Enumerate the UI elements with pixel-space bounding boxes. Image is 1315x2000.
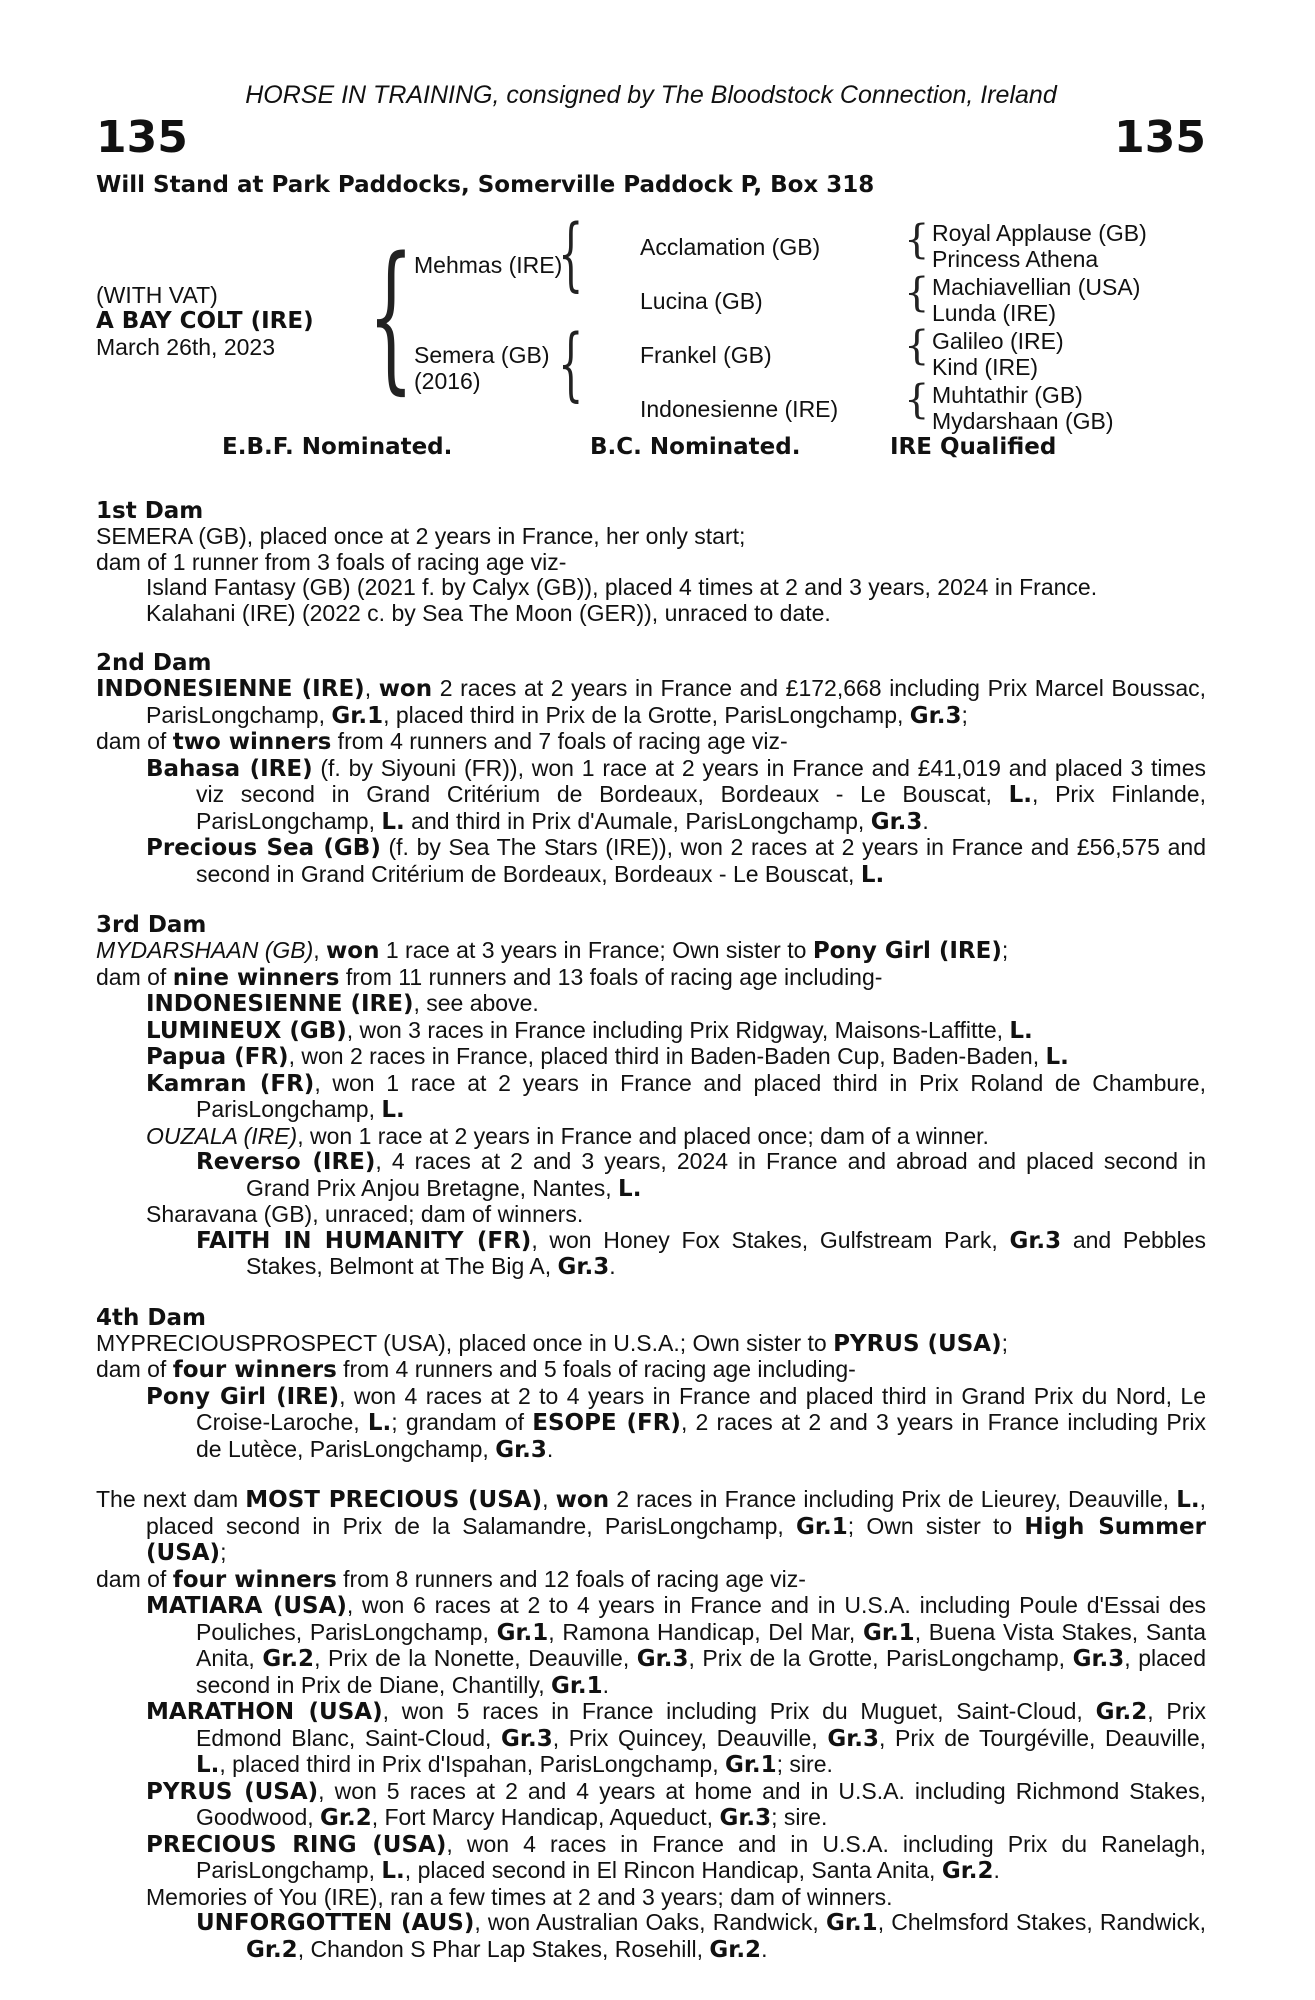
grade: Gr.1 [550,1672,603,1699]
winners-count: two winners [172,729,332,755]
horse-name: High Summer (USA) [146,1513,1207,1566]
text: , 2 races at 2 and 3 years in France including Prix de Lutèce, ParisLongchamp, [196,1409,1206,1462]
dam-entry: The next dam MOST PRECIOUS (USA), won 2 races in France including Prix de Lieurey, Deauville, L., placed second in Prix de la Salamandre, ParisLongchamp, Gr.1; Own sister to High Summer (USA); [96,1486,1207,1566]
progeny-entry [96,1044,1206,1071]
grade: Gr.3 [495,1436,547,1463]
progeny-entry [96,835,1206,888]
text: , won 6 races at 2 to 4 years in France and in U.S.A. including Poule d'Essai des Pouliches, ParisLongchamp, [196,1592,1206,1645]
text: . [922,807,929,834]
grade: Gr.3 [870,808,923,835]
grade: L. [1176,1487,1200,1513]
page-header: HORSE IN TRAINING, consigned by The Bloodstock Connection, Ireland [245,81,1057,109]
grade: L. [618,1175,642,1202]
progeny-entry [96,1699,1206,1779]
won-label: won [326,938,380,964]
text: ; [1001,1329,1009,1356]
text-line: dam of 1 runner from 3 foals of racing age viz- [96,548,567,575]
horse-name: Pony Girl (IRE) [146,1383,340,1410]
grade: Gr.3 [557,1254,610,1280]
grade: L. [1008,782,1032,808]
horse-name: Pony Girl (IRE) [812,938,1002,964]
dam-of-line [96,1567,1206,1594]
sire-dam: Lucina (GB) [640,288,763,314]
horse-name: Precious Sea (GB) [146,835,381,861]
stand-location: Will Stand at Park Paddocks, Somerville Paddock P, Box 318 [96,172,875,198]
ped-gen3: Machiavellian (USA) [932,274,1141,300]
second-dam-section [96,650,1206,888]
pedigree-table [96,200,1206,434]
horse-name: MATIARA (USA) [146,1593,347,1619]
section-heading: 3rd Dam [96,912,207,938]
grade: Gr.3 [909,702,962,729]
text: , won 5 races at 2 and 4 years at home and in U.S.A. including Richmond Stakes, Goodwood, [196,1777,1206,1830]
text: , Prix Quincey, Deauville, [552,1724,828,1751]
text: , won Australian Oaks, Randwick, [474,1909,826,1935]
progeny-entry [96,1779,1206,1832]
lot-number-right: 135 [1114,112,1206,163]
text: from 4 runners and 7 foals of racing age viz- [331,728,788,754]
text: , placed second in Prix de Diane, Chantilly, [196,1645,1206,1698]
horse-name: MYDARSHAAN (GB) [96,937,314,963]
horse-name: PRECIOUS RING (USA) [146,1831,447,1858]
horse-name: Kamran (FR) [146,1070,315,1097]
horse-name: A BAY COLT (IRE) [96,308,314,334]
text: dam of [96,963,173,990]
grade: Gr.1 [796,1513,848,1540]
sire: Mehmas (IRE) [414,252,563,278]
vat-label: (WITH VAT) [96,282,218,308]
text: ; [220,1539,227,1565]
ped-gen3: Lunda (IRE) [932,300,1057,326]
horse-name: UNFORGOTTEN (AUS) [196,1910,475,1936]
text: , Ramona Handicap, Del Mar, [548,1618,863,1645]
grade: L. [1009,1017,1033,1044]
brace-icon: { [904,323,930,369]
grade: L. [367,1410,392,1436]
progeny-entry [96,1071,1206,1124]
grade: Gr.2 [709,1936,762,1963]
ped-gen3: Galileo (IRE) [932,328,1064,354]
section-heading: 4th Dam [96,1304,206,1331]
ped-gen3: Muhtathir (GB) [932,382,1083,408]
text: , Prix de la Nonette, Deauville, [314,1645,637,1671]
grade: Gr.1 [826,1910,878,1936]
text: , placed third in Prix de la Grotte, ParisLongchamp, [383,701,910,728]
text: . [609,1253,616,1279]
bc-nominated: B.C. Nominated. [590,434,801,460]
text: , see above. [413,990,539,1016]
text: dam of [96,1356,173,1382]
progeny-entry: Sharavana (GB), unraced; dam of winners. [146,1201,584,1227]
grade: L. [381,808,405,835]
progeny-entry [96,1018,1206,1045]
progeny-entry [96,1149,1206,1202]
text: , placed second in Prix de la Salamandre, ParisLongchamp, [146,1486,1206,1539]
grade: Gr.1 [724,1752,777,1778]
horse-name: INDONESIENNE (IRE) [146,991,414,1017]
text: , Fort Marcy Handicap, Aqueduct, [371,1804,720,1830]
ped-gen3: Royal Applause (GB) [932,220,1147,246]
text: (f. by Siyouni (FR)), won 1 race at 2 years in France and £41,019 and placed 3 times viz second in Grand Critérium de Bordeaux, Bordeaux - Le Bouscat, [196,754,1206,807]
progeny-entry [96,991,1206,1018]
progeny-entry [96,1384,1206,1464]
grade: Gr.2 [941,1858,994,1884]
text: (f. by Sea The Stars (IRE)), won 2 races at 2 years in France and £56,575 and second in Grand Critérium de Bordeaux, Bordeaux - Le Bouscat, [196,834,1206,887]
progeny-entry [96,1124,1206,1150]
grade: Gr.3 [827,1725,879,1752]
first-dam-section [96,498,1206,626]
text: , won 4 races in France and in U.S.A. including Prix du Ranelagh, ParisLongchamp, [196,1830,1207,1883]
grade: L. [381,1858,405,1884]
text: ; grandam of [391,1409,533,1435]
grade: Gr.1 [496,1619,549,1646]
text: 2 races at 2 years in France and £172,668 including Prix Marcel Boussac, ParisLongchamp, [146,675,1207,728]
horse-name: INDONESIENNE (IRE) [96,676,365,702]
grade: Gr.2 [262,1646,315,1672]
text: , Prix de Tourgéville, Deauville, [879,1724,1207,1751]
horse-name: LUMINEUX (GB) [146,1017,347,1044]
grade: Gr.3 [501,1725,553,1752]
dam-of-line [96,729,1206,756]
grade: L. [1045,1044,1069,1070]
next-dam-section [96,1487,1206,1963]
third-dam-section [96,912,1206,1281]
progeny-entry [96,1910,1206,1963]
horse-name: OUZALA (IRE) [146,1122,298,1149]
horse-name: ESOPE (FR) [532,1410,681,1436]
dam-of-line [96,965,1206,992]
winners-count: four winners [172,1357,337,1383]
grade: Gr.1 [863,1619,915,1646]
ped-gen3: Princess Athena [932,246,1099,272]
text: . [993,1857,1000,1883]
text: . [761,1935,768,1962]
progeny-entry: Island Fantasy (GB) (2021 f. by Calyx (GB)), placed 4 times at 2 and 3 years, 2024 in France. [146,574,1098,600]
brace-icon: { [368,222,414,409]
grade: Gr.1 [331,702,384,729]
text: , won 1 race at 2 years in France and placed once; dam of a winner. [297,1122,989,1149]
dam-dam: Indonesienne (IRE) [640,396,839,422]
text: dam of [96,1565,173,1592]
dam-year: (2016) [414,368,481,394]
grade: Gr.3 [1009,1227,1062,1254]
text: , 4 races at 2 and 3 years, 2024 in France and abroad and placed second in Grand Prix Anjou Bretagne, Nantes, [246,1148,1206,1201]
progeny-entry [96,1593,1206,1699]
text: , Chandon S Phar Lap Stakes, Rosehill, [297,1935,710,1962]
text: ; sire. [771,1804,828,1830]
brace-icon: { [558,207,584,300]
text: , Prix Finlande, ParisLongchamp, [196,781,1206,834]
text: , won 1 race at 2 years in France and placed third in Prix Roland de Chambure, ParisLongchamp, [196,1069,1206,1122]
text: 2 races in France including Prix de Lieurey, Deauville, [609,1486,1177,1512]
horse-name: MOST PRECIOUS (USA) [245,1487,543,1513]
grade: L. [860,861,885,888]
text: , won 5 races in France including Prix du Muguet, Saint-Cloud, [382,1698,1096,1724]
horse-name: Papua (FR) [146,1044,289,1070]
horse-name: MARATHON (USA) [146,1699,383,1725]
horse-name: Bahasa (IRE) [146,755,313,782]
grade: L. [381,1097,405,1123]
dam-of-line [96,1357,1206,1384]
winners-count: four winners [172,1566,337,1593]
progeny-entry [96,1228,1206,1281]
text: , placed third in Prix d'Ispahan, ParisLongchamp, [219,1751,725,1777]
horse-name: PYRUS (USA) [833,1330,1002,1357]
text: , Chelmsford Stakes, Randwick, [877,1909,1207,1935]
horse-name: PYRUS (USA) [146,1778,319,1805]
text: , Prix de la Grotte, ParisLongchamp, [688,1645,1073,1671]
text: and third in Prix d'Aumale, ParisLongchamp, [404,807,871,834]
brace-icon: { [558,317,584,410]
text: from 8 runners and 12 foals of racing age viz- [336,1565,806,1592]
grade: Gr.2 [1095,1699,1148,1725]
text: , won 3 races in France including Prix Ridgway, Maisons-Laffitte, [346,1016,1010,1043]
progeny-entry [96,756,1206,836]
dam: Semera (GB) [414,342,550,368]
text: ; [1001,937,1009,963]
text: The next dam [96,1486,246,1512]
text: MYPRECIOUSPROSPECT (USA), placed once in U.S.A.; Own sister to [96,1329,834,1356]
text: . [602,1671,610,1698]
dam-entry: MYDARSHAAN (GB), won 1 race at 3 years in France; Own sister to Pony Girl (IRE); [96,937,1009,964]
horse-name: Reverso (IRE) [196,1149,376,1175]
text: , Prix Edmond Blanc, Saint-Cloud, [196,1698,1207,1751]
text: , placed second in El Rincon Handicap, Santa Anita, [404,1857,942,1883]
fourth-dam-section [96,1305,1206,1464]
lot-number-left: 135 [96,112,188,163]
grade: Gr.2 [246,1936,298,1963]
text: , won 4 races at 2 to 4 years in France and placed third in Grand Prix du Nord, Le Croise-Laroche, [196,1382,1206,1435]
dam-sire: Frankel (GB) [640,342,772,368]
brace-icon: { [904,217,930,263]
ebf-nominated: E.B.F. Nominated. [222,434,453,460]
horse-name: FAITH IN HUMANITY (FR) [196,1227,532,1254]
text-line: SEMERA (GB), placed once at 2 years in France, her only start; [96,523,746,549]
progeny-entry: Memories of You (IRE), ran a few times at 2 and 3 years; dam of winners. [146,1883,893,1910]
progeny-entry [96,1832,1206,1885]
text: , Buena Vista Stakes, Santa Anita, [196,1618,1207,1671]
text: 1 race at 3 years in France; Own sister to [379,937,813,963]
brace-icon: { [904,270,930,316]
horse-dob: March 26th, 2023 [96,334,276,360]
text: . [546,1435,554,1462]
grade: L. [196,1752,220,1778]
grade: Gr.3 [1072,1646,1125,1672]
grade: Gr.2 [320,1805,372,1831]
text: ; sire. [776,1751,833,1777]
text: ; [961,701,968,728]
dam-entry [96,1331,1206,1358]
text: and Pebbles Stakes, Belmont at The Big A, [246,1226,1207,1279]
text: from 11 runners and 13 foals of racing age including- [339,963,883,990]
section-heading: 1st Dam [96,498,204,524]
winners-count: nine winners [172,964,340,991]
nominations [96,428,1206,468]
ire-qualified: IRE Qualified [890,434,1057,460]
progeny-entry: Kalahani (IRE) (2022 c. by Sea The Moon (GER)), unraced to date. [146,599,831,626]
brace-icon: { [904,377,930,423]
text: , won 2 races in France, placed third in Baden-Baden Cup, Baden-Baden, [288,1043,1046,1069]
ped-gen3: Mydarshaan (GB) [932,408,1114,434]
text: ; Own sister to [847,1512,1025,1539]
section-heading: 2nd Dam [96,650,212,676]
sire-sire: Acclamation (GB) [640,234,821,260]
won-label: won [378,676,433,702]
text: , won Honey Fox Stakes, Gulfstream Park, [531,1226,1010,1253]
won-label: won [555,1487,610,1513]
dam-entry: INDONESIENNE (IRE), won 2 races at 2 years in France and £172,668 including Prix Marcel Boussac, ParisLongchamp, Gr.1, placed third in Prix de la Grotte, ParisLongchamp, Gr.3; [96,675,1207,729]
ped-gen3: Kind (IRE) [932,354,1039,380]
catalogue-page [96,80,1206,1963]
text: dam of [96,728,173,754]
lot-row [96,110,1206,166]
text: from 4 runners and 5 foals of racing age including- [336,1356,856,1382]
grade: Gr.3 [719,1805,772,1831]
grade: Gr.3 [636,1646,689,1672]
